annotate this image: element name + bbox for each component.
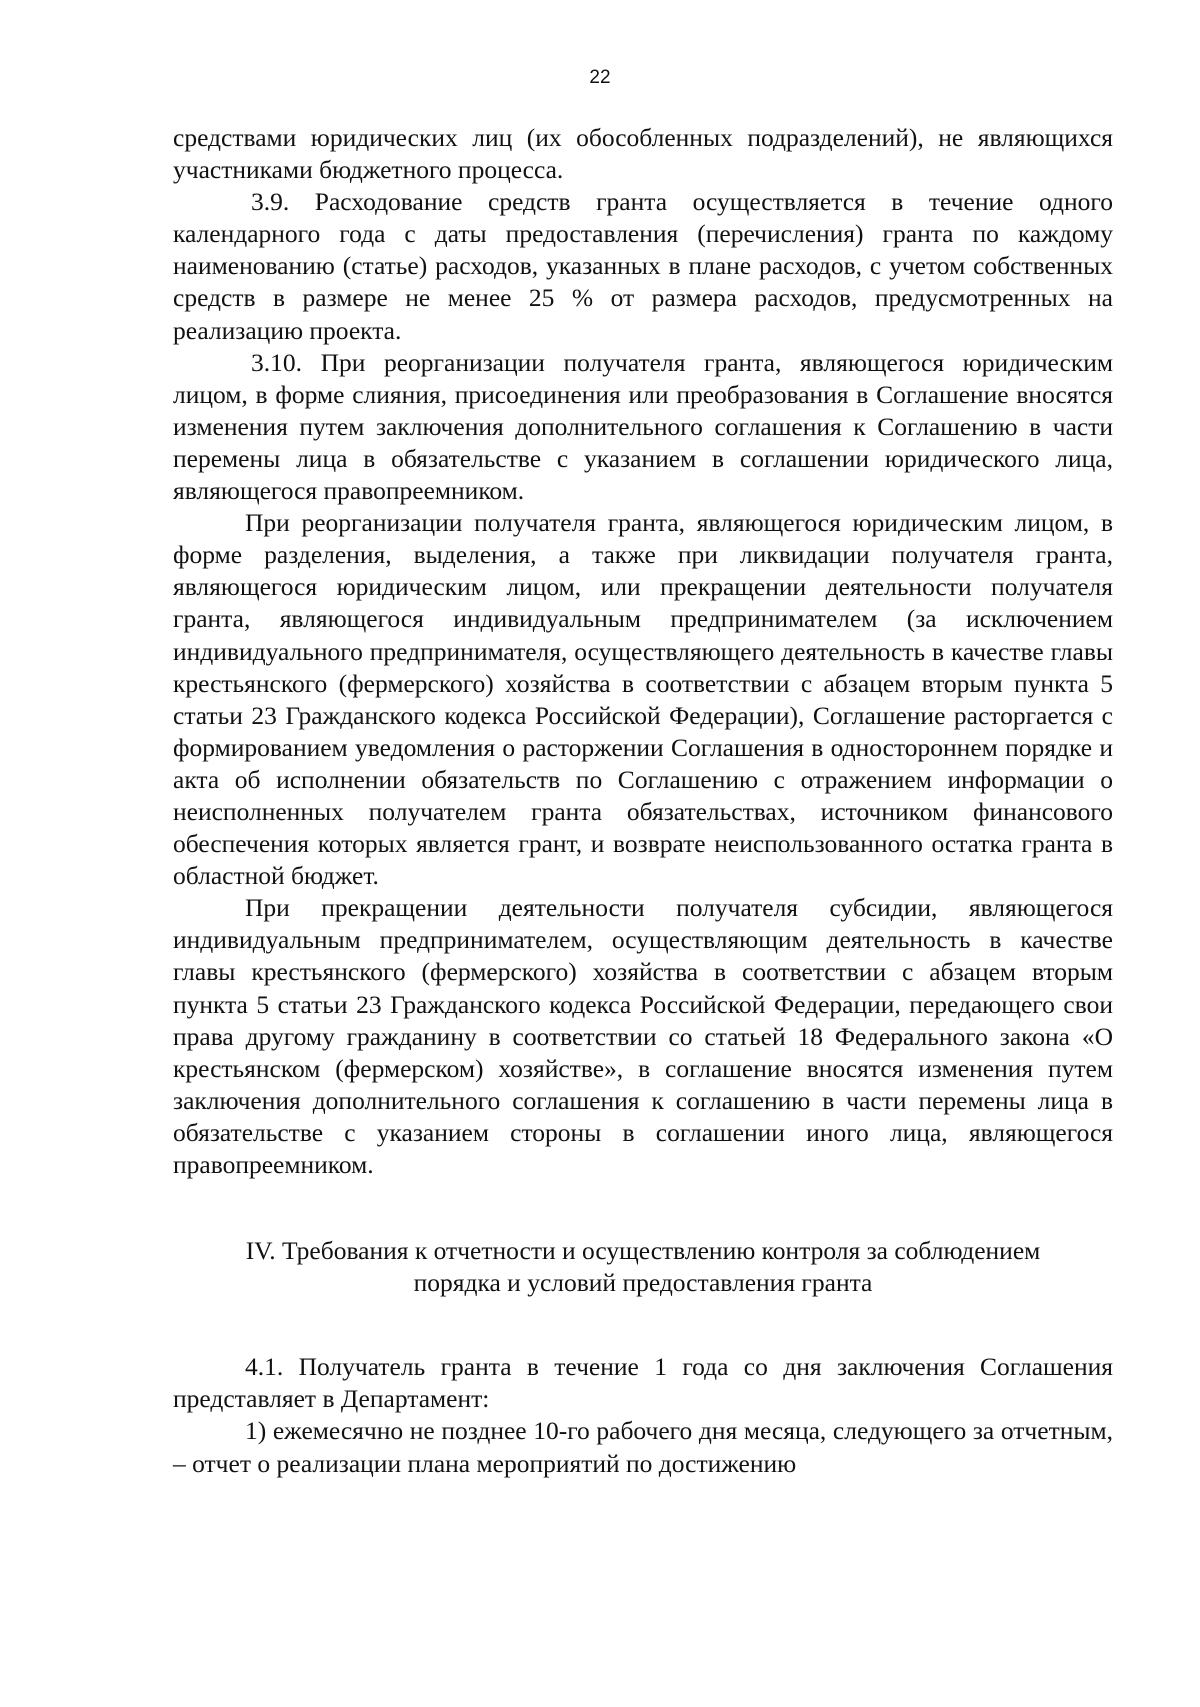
paragraph-3-10: 3.10. При реорганизации получателя гранта, являющегося юридическим лицом, в форме слияния, присоединения или преобразования в Соглашение вносятся изменения путем заключения дополнительного соглашения к Соглашению в части перемены лица в обязательстве с указанием в соглашении юридического лица, являющегося правопреемником.	[173, 347, 1113, 506]
paragraph-termination: При прекращении деятельности получателя субсидии, являющегося индивидуальным предпринимателем, осуществляющим деятельность в качестве главы крестьянского (фермерского) хозяйства в соответствии с абзацем вторым пункта 5 статьи 23 Гражданского кодекса Российской Федерации, передающего свои права другому гражданину в соответствии со статьей 18 Федерального закона «О крестьянском (фермерском) хозяйстве», в соглашение вносятся изменения путем заключения дополнительного соглашения к соглашению в части перемены лица в обязательстве с указанием стороны в соглашении иного лица, являющегося правопреемником.	[173, 893, 1113, 1179]
document-body	[173, 122, 1113, 1480]
section-heading-line-2: порядка и условий предоставления гранта	[413, 1268, 873, 1298]
section-heading-line-1: IV. Требования к отчетности и осуществлению контроля за соблюдением	[245, 1236, 1041, 1266]
paragraph-reorganization: При реорганизации получателя гранта, являющегося юридическим лицом, в форме разделения, выделения, а также при ликвидации получателя гранта, являющегося юридическим лицом, или прекращении деятельности получателя гранта, являющегося индивидуальным предпринимателем (за исключением индивидуального предпринимателя, осуществляющего деятельность в качестве главы крестьянского (фермерского) хозяйства в соответствии с абзацем вторым пункта 5 статьи 23 Гражданского кодекса Российской Федерации), Соглашение расторгается с формированием уведомления о расторжении Соглашения в одностороннем порядке и акта об исполнении обязательств по Соглашению с отражением информации о неисполненных получателем гранта обязательствах, источником финансового обеспечения которых является грант, и возврате неиспользованного остатка гранта в областной бюджет.	[173, 508, 1113, 891]
paragraph-continuation: средствами юридических лиц (их обособленных подразделений), не являющихся участниками бюджетного процесса.	[173, 123, 1113, 185]
paragraph-4-1-item-1: 1) ежемесячно не позднее 10-го рабочего дня месяца, следующего за отчетным, – отчет о реализации плана мероприятий по достижению	[173, 1416, 1113, 1478]
section-heading	[173, 1235, 1113, 1299]
paragraph-4-1: 4.1. Получатель гранта в течение 1 года со дня заключения Соглашения представляет в Департамент:	[173, 1352, 1113, 1414]
page-number: 22	[589, 67, 611, 88]
paragraph-3-9: 3.9. Расходование средств гранта осуществляется в течение одного календарного года с даты предоставления (перечисления) гранта по каждому наименованию (статье) расходов, указанных в плане расходов, с учетом собственных средств в размере не менее 25 % от размера расходов, предусмотренных на реализацию проекта.	[173, 187, 1113, 345]
